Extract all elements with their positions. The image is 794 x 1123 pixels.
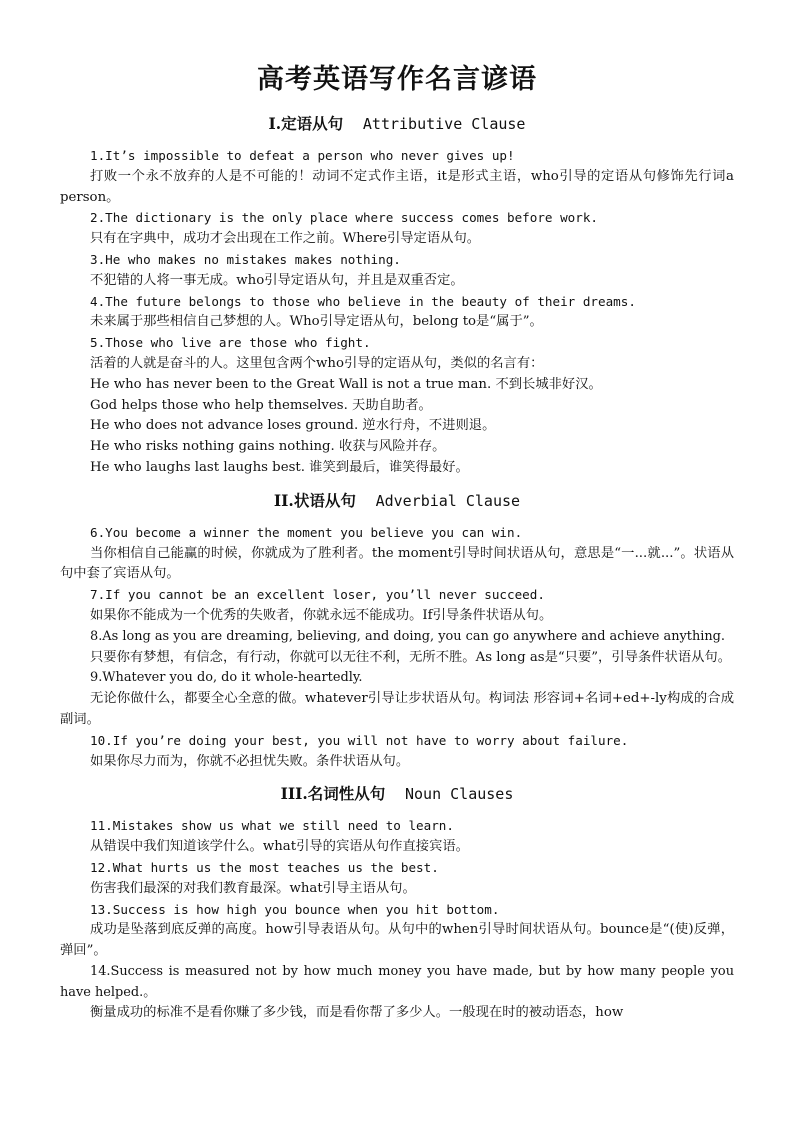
quote-en: 7.If you cannot be an excellent loser, you’ll never succeed. (90, 587, 545, 603)
quote-en: 4.The future belongs to those who believe in the beauty of their dreams. (90, 293, 636, 309)
quote-cn: 只要你有梦想，有信念，有行动，你就可以无往不利，无所不胜。As long as是“只要”，引导条件状语从句。 (90, 649, 732, 665)
quote-cn: 无论你做什么，都要全心全意的做。whatever引导让步状语从句。构词法 形容词+名词+ed+-ly构成的合成副词。 (60, 691, 734, 727)
section-heading-cn: III.名词性从句 (280, 784, 386, 804)
similar-quote: He who risks nothing gains nothing. 收获与风险并存。 (90, 439, 446, 455)
quote-en: 3.He who makes no mistakes makes nothing. (90, 251, 401, 267)
section-heading-spacer (390, 785, 400, 803)
quote-en: 11.Mistakes show us what we still need to learn. (90, 818, 454, 834)
quote-cn: 打败一个永不放弃的人是不可能的！动词不定式作主语，it是形式主语，who引导的定语从句修饰先行词a person。 (60, 168, 734, 205)
section-heading-cn: II.状语从句 (273, 490, 356, 510)
similar-quote: He who laughs last laughs best. 谁笑到最后，谁笑得最好。 (90, 459, 469, 475)
section-heading-en: Adverbial Clause (375, 491, 521, 510)
section-heading (60, 782, 734, 806)
quote-en: 6.You become a winner the moment you believe you can win. (90, 524, 523, 540)
quote-en: 12.What hurts us the most teaches us the best. (90, 859, 439, 875)
quote-en: 13.Success is how high you bounce when you hit bottom. (90, 901, 500, 917)
section-heading (60, 489, 734, 513)
quote-en: 5.Those who live are those who fight. (90, 335, 371, 351)
section-noun-clauses (60, 782, 734, 1024)
section-heading-spacer (348, 115, 358, 133)
quote-cn: 成功是坠落到底反弹的高度。how引导表语从句。从句中的when引导时间状语从句。bounce是“(使)反弹，弹回”。 (60, 922, 734, 959)
quote-cn: 未来属于那些相信自己梦想的人。Who引导定语从句，belong to是“属于”。 (90, 314, 543, 330)
section-heading-spacer (361, 492, 371, 510)
page-title: 高考英语写作名言谚语 (257, 64, 537, 95)
quote-cn: 伤害我们最深的对我们教育最深。what引导主语从句。 (90, 880, 416, 896)
section-heading-en: Attributive Clause (362, 115, 526, 133)
similar-quote: God helps those who help themselves. 天助自助者。 (90, 397, 432, 413)
section-heading-en: Noun Clauses (405, 785, 514, 804)
quote-en: 9.Whatever you do, do it whole-heartedly. (90, 670, 363, 686)
quote-cn: 只有在字典中，成功才会出现在工作之前。Where引导定语从句。 (90, 231, 481, 247)
section-heading-cn: I.定语从句 (268, 114, 344, 133)
quote-cn: 衡量成功的标准不是看你赚了多少钱，而是看你帮了多少人。一般现在时的被动语态，how (90, 1005, 624, 1021)
quote-cn: 从错误中我们知道该学什么。what引导的宾语从句作直接宾语。 (90, 839, 469, 855)
quote-cn: 活着的人就是奋斗的人。这里包含两个who引导的定语从句，类似的名言有： (90, 355, 544, 371)
quote-cn: 不犯错的人将一事无成。who引导定语从句，并且是双重否定。 (90, 272, 464, 288)
quote-en: 14.Success is measured not by how much money you have made, but by how many people you have helped.。 (60, 963, 734, 1000)
quote-en: 8.As long as you are dreaming, believing, and doing, you can go anywhere and achieve anything. (90, 628, 726, 644)
quote-cn: 如果你不能成为一个优秀的失败者，你就永远不能成功。If引导条件状语从句。 (90, 607, 553, 623)
quote-cn: 当你相信自己能赢的时候，你就成为了胜利者。the moment引导时间状语从句，意思是“一...就...”。状语从句中套了宾语从句。 (60, 545, 734, 582)
quote-cn: 如果你尽力而为，你就不必担忧失败。条件状语从句。 (90, 753, 410, 769)
section-attributive-clause (60, 112, 734, 479)
quote-en: 2.The dictionary is the only place where success comes before work. (90, 210, 598, 226)
quote-en: 10.If you’re doing your best, you will not have to worry about failure. (90, 732, 629, 748)
section-heading (60, 112, 734, 136)
quote-en: 1.It’s impossible to defeat a person who never gives up! (90, 148, 515, 163)
section-adverbial-clause (60, 489, 734, 773)
similar-quote: He who has never been to the Great Wall is not a true man. 不到长城非好汉。 (90, 376, 602, 392)
similar-quote: He who does not advance loses ground. 逆水行舟，不进则退。 (90, 418, 496, 434)
